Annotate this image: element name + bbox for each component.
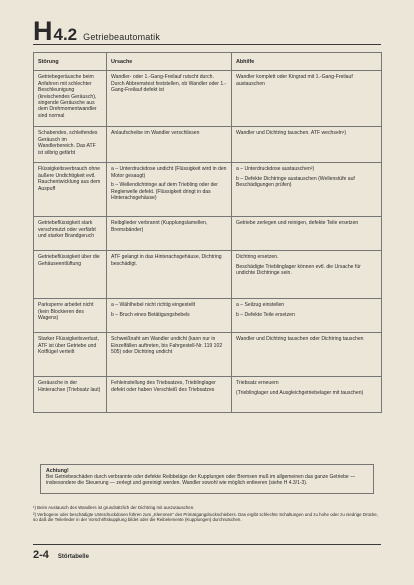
cause-item-a: a – Wählhebel nicht richtig eingestellt <box>111 302 196 309</box>
header-rule <box>33 44 381 45</box>
table-row <box>34 299 382 333</box>
cause-text: Schweißnaht am Wandler undicht (kann nur in Einzelfällen auftreten, bis Fahrgestell-Nr. 119 102 505) oder Dichtring undicht <box>111 336 223 356</box>
remedy-cell <box>232 163 382 217</box>
footnote-2: ²) Verbogene oder beschädigte Unterdruckdosen führen zum „Klemmen" des Primärgangdruckschiebers. Das ergibt schlechte Schaltungen und zu hohe oder zu niedrige Drücke, so daß die Teilerleder in der Vorschriftskupplung bildet oder die Reibelemente (Kupplungen) durchrutschen. <box>33 511 378 523</box>
note-title: Achtung! <box>46 468 69 474</box>
remedy-item-2: Beschädigte Trieblinglager können evtl. die Ursache für undichte Dichtringe sein. <box>236 263 361 277</box>
fault-cell: Getriebegeräusche beim Anfahren mit schlechter Beschleunigung (kreischendes Geräusch), singende Geräusche aus dem Drehmomentwandler sind normal <box>34 71 107 127</box>
warning-note <box>40 464 374 494</box>
table-row <box>34 217 382 251</box>
remedy-item-1: Dichtring ersetzen. <box>236 254 279 261</box>
remedy-text: Wandler und Dichtring tauschen oder Dichtring tauschen <box>236 336 364 343</box>
fault-cell: Starker Flüssigkeitsverlust, ATF ist über Getriebe und Kotflügel verteilt <box>34 333 107 377</box>
section-number: 4.2 <box>53 25 78 44</box>
page-number: 2-4 <box>33 549 49 561</box>
fault-cell: Getriebeflüssigkeit über die Gehäuseentlüftung <box>34 251 107 299</box>
remedy-text: Wandler und Dichtring tauschen. ATF wechseln¹) <box>236 130 347 137</box>
footnote-1: ¹) Beim Austausch des Wandlers ist grundsätzlich der Dichtring mit auszutauschen. <box>33 505 195 510</box>
remedy-cell <box>232 217 382 251</box>
note-text: Bei Getriebeschäden durch verbrannte oder defekte Reibbeläge der Kupplungen oder Bremsen muß im allgemeinen das ganze Getriebe — insbesondere die Steuerung — zerlegt und gereinigt werden. Wandler sowohl wie möglich entleeren (siehe H 4.3/1-3). <box>46 474 356 487</box>
table-row <box>34 333 382 377</box>
cause-text: Anlaufscheibe im Wandler verschlissen <box>111 130 200 137</box>
cause-text: ATF gelangt in das Hinterachsgehäuse, Dichtring beschädigt. <box>111 254 222 267</box>
fault-table <box>33 52 382 413</box>
footer-rule <box>33 544 381 545</box>
remedy-cell <box>232 333 382 377</box>
fault-cell: Getriebeflüssigkeit stark verschmutzt oder verfärbt und starker Brandgeruch <box>34 217 107 251</box>
remedy-item-b: b – Defekte Teile ersetzen <box>236 311 295 318</box>
table-header-row <box>34 53 382 71</box>
remedy-item-a: a – Seilzug einstellen <box>236 302 285 309</box>
cause-item-b: b – Bruch eines Betätigungshebels <box>111 311 190 318</box>
remedy-item-1: Triebsatz erneuern <box>236 380 279 387</box>
table-row <box>34 163 382 217</box>
section-header <box>33 18 160 45</box>
cause-text: Fehleinstellung des Triebsatzes, Trieblinglager defekt oder haben Verschleiß des Triebsatzes <box>111 380 216 393</box>
remedy-cell <box>232 71 382 127</box>
table-row <box>34 251 382 299</box>
remedy-text: Getriebe zerlegen und reinigen, defekte Teile ersetzen <box>236 220 359 227</box>
cause-cell <box>107 333 232 377</box>
footer-label: Störtabelle <box>57 554 89 560</box>
remedy-text: Wandler komplett oder Kingrad mit 1.-Gang-Freilauf austauschen <box>236 74 353 87</box>
footnotes <box>33 505 381 524</box>
remedy-cell <box>232 299 382 333</box>
section-letter: H <box>33 16 52 46</box>
remedy-item-b: b – Defekte Dichtringe austauschen (Wellenstüfe auf Beschädigungen prüfen) <box>236 175 355 189</box>
remedy-item-2: (Trieblinglager und Ausgleichgetriebelager mit tauschen) <box>236 389 364 396</box>
remedy-cell <box>232 127 382 163</box>
column-header-ursache: Ursache <box>107 53 232 71</box>
table-row <box>34 377 382 413</box>
remedy-cell <box>232 251 382 299</box>
fault-cell: Geräusche in der Hinterachse (Triebsatz laut) <box>34 377 107 413</box>
cause-cell <box>107 217 232 251</box>
fault-cell: Flüssigkeitsverbrauch ohne äußere Undichtigkeit evtl. Rauchentwicklung aus dem Auspuff <box>34 163 107 217</box>
page-footer <box>33 549 89 561</box>
cause-item-a: a – Unterdruckdose undicht (Flüssigkeit wird in den Motor gesaugt) <box>111 166 227 179</box>
table-row <box>34 71 382 127</box>
cause-text: Reibglieder verbrannt (Kupplungslamellen, Bremsbänder) <box>111 220 208 233</box>
cause-cell <box>107 251 232 299</box>
cause-cell <box>107 377 232 413</box>
section-title: Getriebeautomatik <box>83 32 161 42</box>
column-header-stoerung: Störung <box>34 53 107 71</box>
cause-item-b: b – Wellendichtringe auf dem Triebling oder der Reglerwelle defekt. (Flüssigkeit dringt in das Hinterachsgehäuse) <box>111 182 218 202</box>
fault-cell: Parksperre arbeitet nicht (kein Blockieren des Wagens) <box>34 299 107 333</box>
cause-cell <box>107 127 232 163</box>
remedy-item-a: a – Unterdruckdose austauschen²) <box>236 166 315 173</box>
cause-cell <box>107 163 232 217</box>
fault-cell: Schabendes, schleifendes Geräusch im Wandlerbereich. Das ATF ist silbrig gefärbt <box>34 127 107 163</box>
column-header-abhilfe: Abhilfe <box>232 53 382 71</box>
table-row <box>34 127 382 163</box>
remedy-cell <box>232 377 382 413</box>
cause-cell <box>107 299 232 333</box>
cause-text: Wandler- oder 1.-Gang-Freilauf rutscht durch. Durch Abbremstest feststellen, ob Wandler oder 1.-Gang-Freilauf defekt ist <box>111 74 227 94</box>
cause-cell <box>107 71 232 127</box>
